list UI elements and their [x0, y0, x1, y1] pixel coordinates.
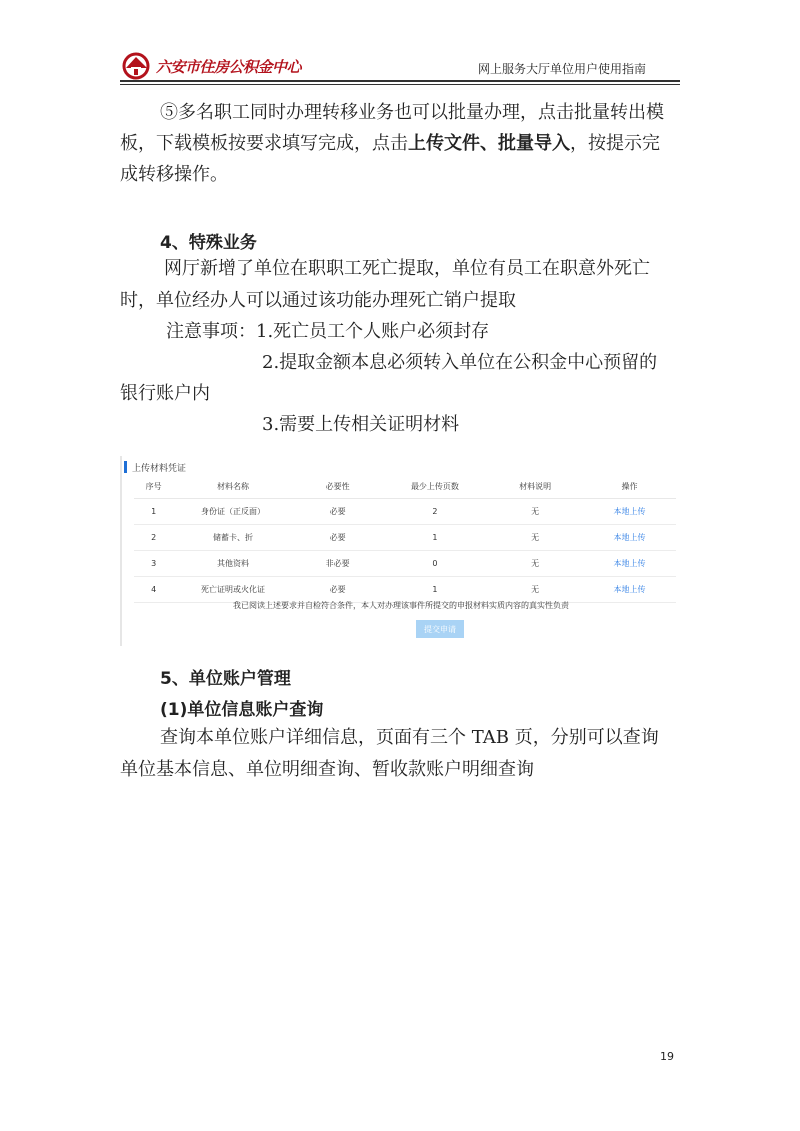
cell-description: 无: [487, 551, 583, 577]
guide-title: 网上服务大厅单位用户使用指南: [477, 62, 646, 76]
table-row: [134, 525, 676, 551]
col-header-description: 材料说明: [487, 474, 583, 499]
note-label: 注意事项：: [166, 321, 256, 342]
cell-name: 身份证（正反面）: [173, 499, 292, 525]
table-row: [134, 499, 676, 525]
panel-accent-bar: [124, 461, 127, 473]
section5-heading: 5、单位账户管理: [160, 669, 291, 689]
col-header-name: 材料名称: [173, 474, 292, 499]
housing-fund-logo-icon: [120, 50, 156, 80]
cell-required: 必要: [293, 525, 383, 551]
note2: 2.提取金额本息必须转入单位在公积金中心预留的: [262, 352, 658, 373]
cell-index: 4: [134, 577, 173, 603]
section5-line1: 查询本单位账户详细信息，页面有三个 TAB 页，分别可以查询: [160, 727, 659, 748]
cell-name: 储蓄卡、折: [173, 525, 292, 551]
table-row: [134, 577, 676, 603]
col-header-action: 操作: [583, 474, 676, 499]
upload-materials-panel: [120, 456, 682, 646]
agreement-text: 我已阅读上述要求并自检符合条件，本人对办理该事件所提交的申报材料实质内容的真实性负责: [233, 601, 569, 610]
para1-line2-a: 板，下载模板按要求填写完成，点击: [120, 133, 408, 154]
materials-table: [134, 474, 676, 603]
panel-border: [120, 456, 122, 646]
submit-application-button[interactable]: 提交申请: [416, 620, 464, 638]
cell-description: 无: [487, 499, 583, 525]
header-rule: [120, 80, 680, 82]
cell-min-pages: 0: [383, 551, 488, 577]
cell-index: 2: [134, 525, 173, 551]
org-name: 六安市住房公积金中心: [156, 58, 302, 76]
section5-subheading: (1)单位信息账户查询: [160, 700, 324, 720]
cell-name: 死亡证明或火化证: [173, 577, 292, 603]
para1-line2-bold: 上传文件、批量导入: [408, 133, 570, 154]
note-line1: [166, 321, 489, 343]
para1-line2: [120, 133, 660, 155]
table-header-row: [134, 474, 676, 499]
local-upload-link[interactable]: 本地上传: [583, 525, 676, 551]
section4-heading: 4、特殊业务: [160, 233, 257, 253]
cell-min-pages: 2: [383, 499, 488, 525]
cell-name: 其他资料: [173, 551, 292, 577]
page-number: 19: [660, 1050, 674, 1063]
para1-line2-c: ，按提示完: [570, 133, 660, 154]
cell-description: 无: [487, 577, 583, 603]
cell-required: 非必要: [293, 551, 383, 577]
page-header: [120, 50, 680, 80]
header-rule-thin: [120, 84, 680, 85]
col-header-required: 必要性: [293, 474, 383, 499]
cell-index: 3: [134, 551, 173, 577]
para1-line1: ⑤多名职工同时办理转移业务也可以批量办理，点击批量转出模: [160, 102, 664, 123]
cell-required: 必要: [293, 499, 383, 525]
col-header-min-pages: 最少上传页数: [383, 474, 488, 499]
cell-min-pages: 1: [383, 525, 488, 551]
local-upload-link[interactable]: 本地上传: [583, 499, 676, 525]
note1: 1.死亡员工个人账户必须封存: [256, 321, 490, 342]
note2-cont: 银行账户内: [120, 383, 210, 404]
note3: 3.需要上传相关证明材料: [262, 414, 460, 435]
section4-line2: 时，单位经办人可以通过该功能办理死亡销户提取: [120, 290, 516, 311]
cell-required: 必要: [293, 577, 383, 603]
local-upload-link[interactable]: 本地上传: [583, 577, 676, 603]
col-header-index: 序号: [134, 474, 173, 499]
panel-title: 上传材料凭证: [132, 464, 187, 474]
cell-min-pages: 1: [383, 577, 488, 603]
para1-line3: 成转移操作。: [120, 164, 228, 185]
cell-description: 无: [487, 525, 583, 551]
table-row: [134, 551, 676, 577]
section5-line2: 单位基本信息、单位明细查询、暂收款账户明细查询: [120, 759, 534, 780]
section4-line1: 网厅新增了单位在职职工死亡提取，单位有员工在职意外死亡: [164, 258, 650, 279]
local-upload-link[interactable]: 本地上传: [583, 551, 676, 577]
cell-index: 1: [134, 499, 173, 525]
